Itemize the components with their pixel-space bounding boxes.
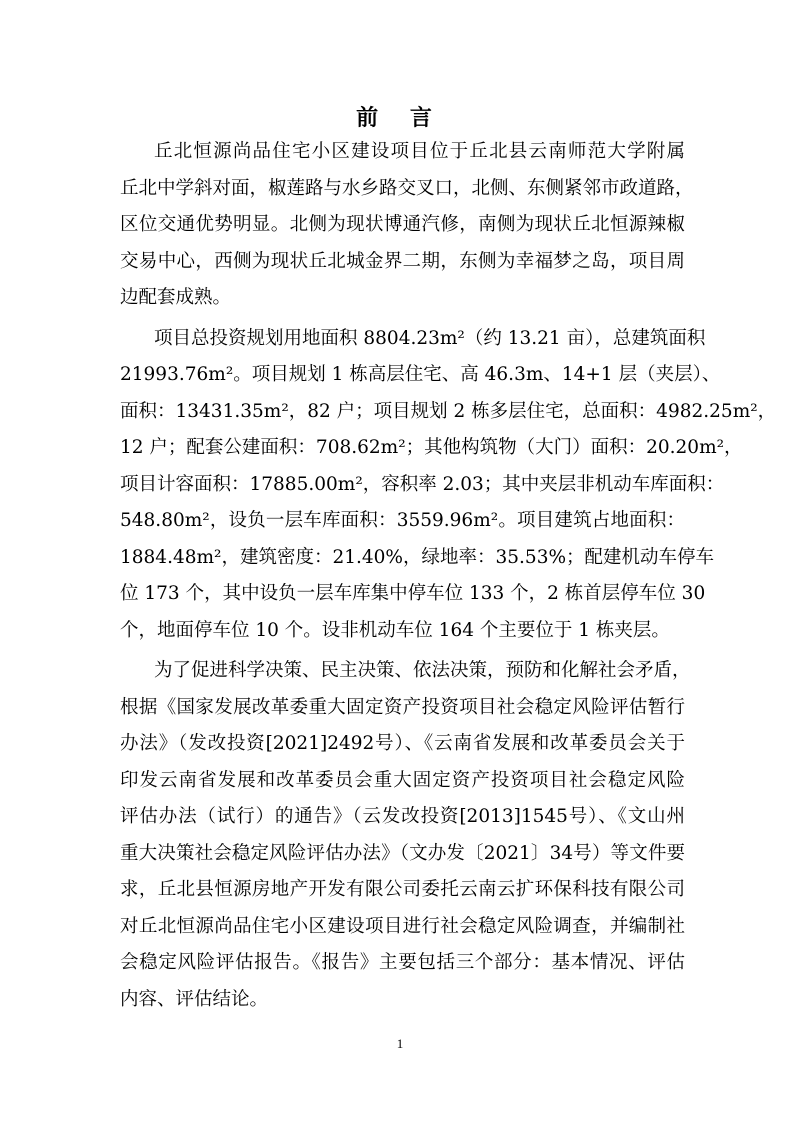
paragraph-line: 边配套成熟。 [120, 287, 232, 308]
paragraph-project-scale [120, 321, 777, 650]
paragraph-line: 评估办法（试行）的通告》（云发改投资[2013]1545号）、《文山州 [120, 806, 685, 827]
paragraph-line: 为了促进科学决策、民主决策、依法决策，预防和化解社会矛盾， [154, 660, 691, 681]
paragraph-line: 个，地面停车位 10 个。设非机动车位 164 个主要位于 1 栋夹层。 [120, 619, 670, 641]
paragraph-line: 21993.76m²。项目规划 1 栋高层住宅、高 46.3m、14+1 层（夹层）、 [120, 364, 721, 385]
paragraph-line: 会稳定风险评估报告。《报告》主要包括三个部分：基本情况、评估 [120, 952, 685, 973]
paragraph-line: 丘北中学斜对面，椒莲路与水乡路交叉口，北侧、东侧紧邻市政道路， [120, 177, 694, 199]
paragraph-line: 印发云南省发展和改革委员会重大固定资产投资项目社会稳定风险 [120, 769, 685, 791]
page-number: 1 [396, 1036, 404, 1051]
paragraph-line: 交易中心，西侧为现状丘北城金界二期，东侧为幸福梦之岛，项目周 [120, 250, 685, 272]
paragraph-line: 根据《国家发展改革委重大固定资产投资项目社会稳定风险评估暂行 [120, 696, 685, 718]
paragraph-line: 位 173 个，其中设负一层车库集中停车位 133 个，2 栋首层停车位 30 [120, 583, 706, 604]
document-body [120, 134, 777, 1018]
paragraph-line: 对丘北恒源尚品住宅小区建设项目进行社会稳定风险调查，并编制社 [120, 915, 685, 937]
paragraph-location [120, 134, 694, 317]
paragraph-line: 项目总投资规划用地面积 8804.23m²（约 13.21 亩），总建筑面积 [154, 327, 706, 349]
paragraph-line: 548.80m²，设负一层车库面积：3559.96m²。项目建筑占地面积： [120, 510, 685, 531]
paragraph-line: 办法》（发改投资[2021]2492号）、《云南省发展和改革委员会关于 [120, 733, 685, 754]
paragraph-line: 区位交通优势明显。北侧为现状博通汽修，南侧为现状丘北恒源辣椒 [120, 214, 685, 235]
paragraph-line: 面积：13431.35m²，82 户；项目规划 2 栋多层住宅，总面积：4982.25m²， [120, 400, 777, 422]
paragraph-line: 内容、评估结论。 [120, 988, 269, 1010]
paragraph-line: 求，丘北县恒源房地产开发有限公司委托云南云扩环保科技有限公司 [120, 879, 685, 900]
paragraph-purpose [120, 653, 691, 1018]
paragraph-line: 12 户；配套公建面积：708.62m²；其他构筑物（大门）面积：20.20m²， [120, 437, 743, 458]
paragraph-line: 重大决策社会稳定风险评估办法》（文办发〔2021〕34号）等文件要 [120, 842, 685, 864]
page-title: 前 言 [356, 105, 444, 131]
paragraph-line: 丘北恒源尚品住宅小区建设项目位于丘北县云南师范大学附属 [154, 141, 685, 162]
paragraph-line: 1884.48m²，建筑密度：21.40%，绿地率：35.53%；配建机动车停车 [120, 546, 715, 568]
paragraph-line: 项目计容面积：17885.00m²，容积率 2.03；其中夹层非机动车库面积： [120, 473, 725, 495]
